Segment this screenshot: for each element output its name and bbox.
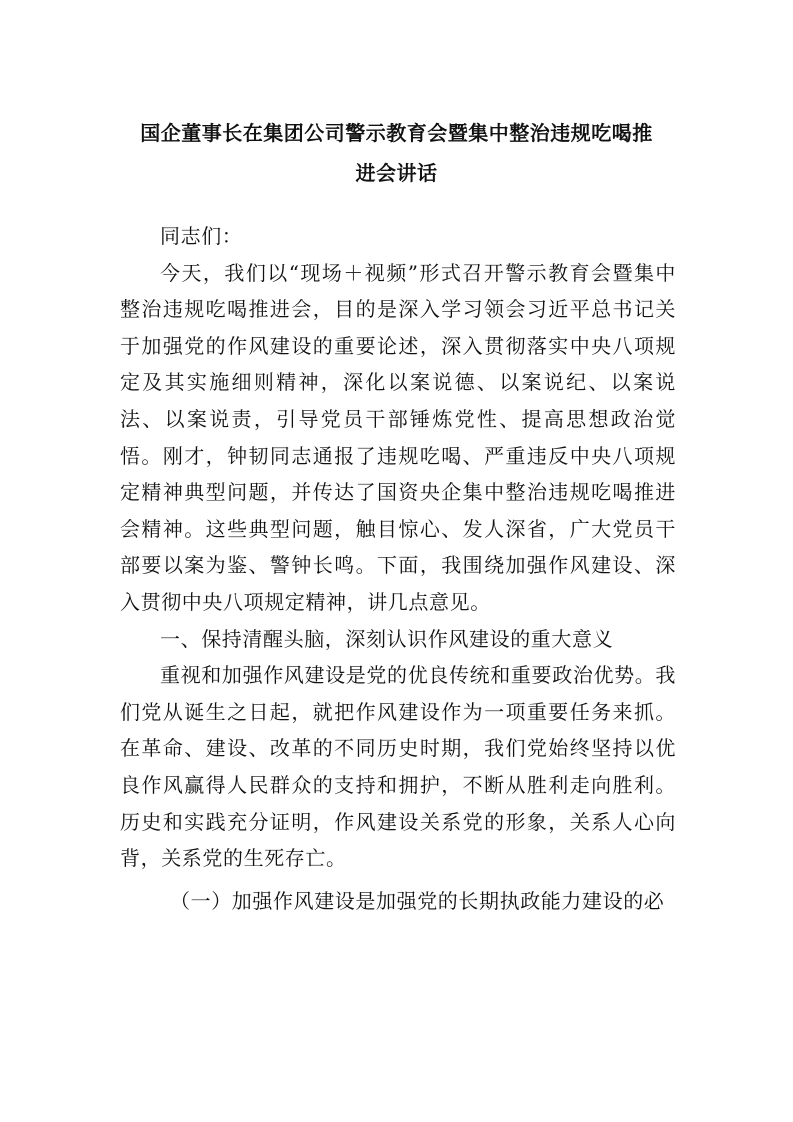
salutation: 同志们： (160, 224, 243, 248)
document-title-line-1: 国企董事长在集团公司警示教育会暨集中整治违规吃喝推 (140, 121, 653, 145)
paragraph-intro: 今天，我们以“现场＋视频”形式召开警示教育会暨集中整治违规吃喝推进会，目的是深入学习领会习近平总书记关于加强党的作风建设的重要论述，深入贯彻落实中央八项规定及其实施细则精神，深化以案说德、以案说纪、以案说法、以案说责，引导党员干部锤炼党性、提高思想政治觉悟。刚才，钟韧同志通报了违规吃喝、严重违反中央八项规定精神典型问题，并传达了国资央企集中整治违规吃喝推进会精神。这些典型问题，触目惊心、发人深省，广大党员干部要以案为鉴、警钟长鸣。下面，我围绕加强作风建设、深入贯彻中央八项规定精神，讲几点意见。 (120, 260, 676, 614)
document-title-line-2: 进会讲话 (355, 161, 438, 185)
section-heading-1: 一、保持清醒头脑，深刻认识作风建设的重大意义 (160, 626, 614, 651)
document-body (120, 218, 676, 919)
paragraph-section-1: 重视和加强作风建设是党的优良传统和重要政治优势。我们党从诞生之日起，就把作风建设作为一项重要任务来抓。在革命、建设、改革的不同历史时期，我们党始终坚持以优良作风赢得人民群众的支持和拥护，不断从胜利走向胜利。历史和实践充分证明，作风建设关系党的形象，关系人心向背，关系党的生死存亡。 (120, 663, 676, 871)
subsection-heading-1: （一）加强作风建设是加强党的长期执政能力建设的必 (170, 888, 665, 913)
